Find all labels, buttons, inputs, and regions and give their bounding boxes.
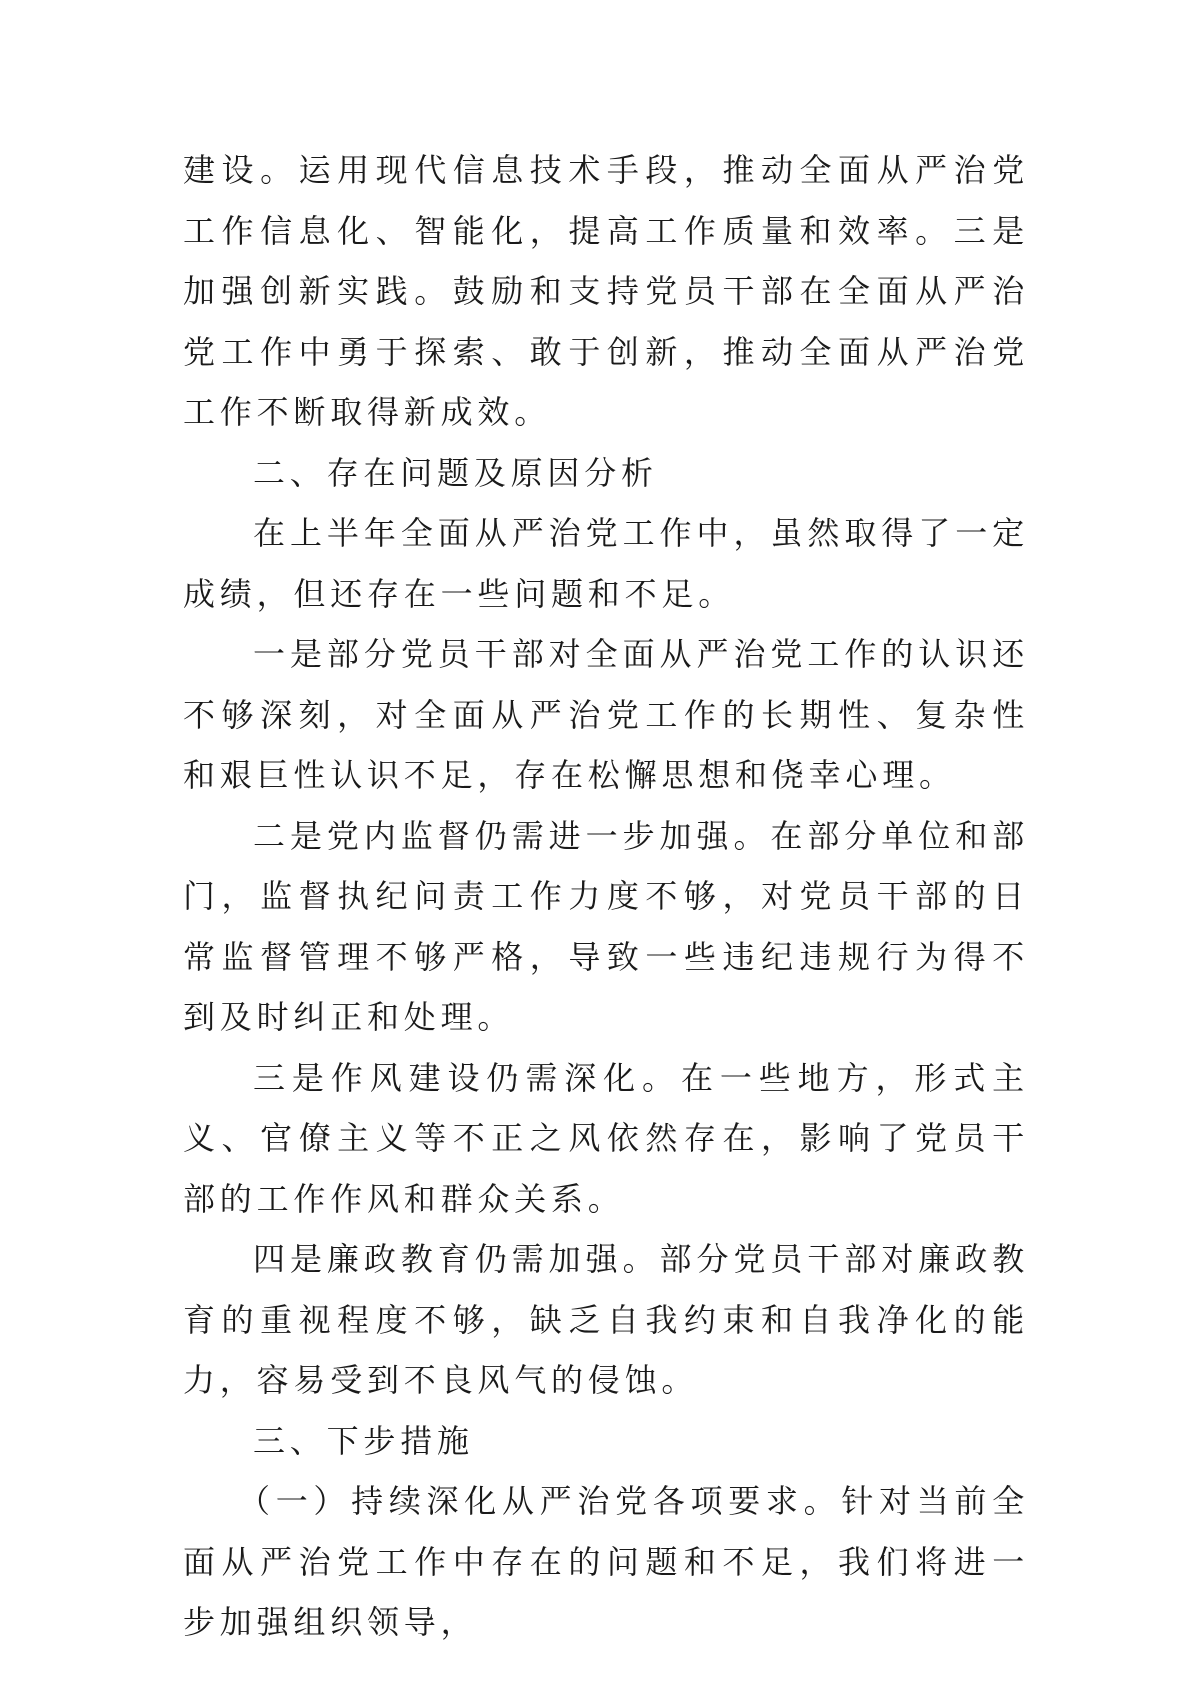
document-body bbox=[183, 140, 1029, 1653]
section-heading-problems: 二、存在问题及原因分析 bbox=[253, 453, 658, 492]
paragraph-continuation: 建设。运用现代信息技术手段，推动全面从严治党工作信息化、智能化，提高工作质量和效率。三是加强创新实践。鼓励和支持党员干部在全面从严治党工作中勇于探索、敢于创新，推动全面从严治党工作不断取得新成效。 bbox=[183, 151, 1029, 431]
paragraph-problem-three: 三是作风建设仍需深化。在一些地方，形式主义、官僚主义等不正之风依然存在，影响了党员干部的工作作风和群众关系。 bbox=[183, 1058, 1029, 1218]
paragraph-problem-four: 四是廉政教育仍需加强。部分党员干部对廉政教育的重视程度不够，缺乏自我约束和自我净化的能力，容易受到不良风气的侵蚀。 bbox=[183, 1240, 1029, 1399]
paragraph-problem-one: 一是部分党员干部对全面从严治党工作的认识还不够深刻，对全面从严治党工作的长期性、复杂性和艰巨性认识不足，存在松懈思想和侥幸心理。 bbox=[183, 635, 1029, 794]
paragraph-intro-problems: 在上半年全面从严治党工作中，虽然取得了一定成绩，但还存在一些问题和不足。 bbox=[183, 514, 1029, 613]
paragraph-measure-one: （一）持续深化从严治党各项要求。针对当前全面从严治党工作中存在的问题和不足，我们将进一步加强组织领导， bbox=[183, 1482, 1029, 1641]
section-heading-next-steps: 三、下步措施 bbox=[253, 1421, 474, 1460]
paragraph-problem-two: 二是党内监督仍需进一步加强。在部分单位和部门，监督执纪问责工作力度不够，对党员干部的日常监督管理不够严格，导致一些违纪违规行为得不到及时纠正和处理。 bbox=[183, 816, 1029, 1036]
